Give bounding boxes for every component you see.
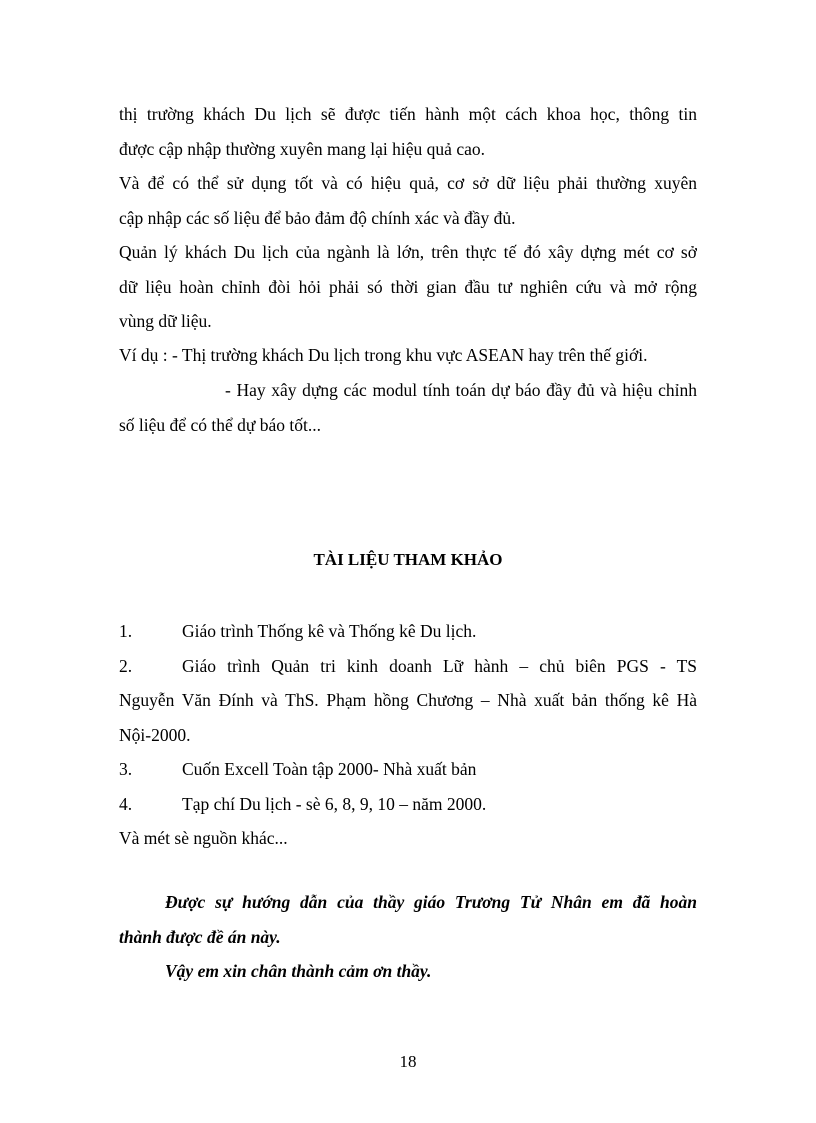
paragraph-tourism-management (119, 235, 697, 339)
text-line: cập nhập các số liệu để bảo đảm độ chính xác và đầy đủ. (119, 207, 516, 228)
reference-text: Giáo trình Thống kê và Thống kê Du lịch. (182, 621, 477, 641)
reference-text: Nội-2000. (119, 724, 191, 745)
reference-number: 4. (119, 793, 133, 814)
reference-item (119, 787, 697, 822)
references-heading: TÀI LIỆU THAM KHẢO (313, 550, 503, 569)
text-line: Ví dụ : - Thị trường khách Du lịch trong khu vực ASEAN hay trên thế giới. (119, 345, 648, 365)
references-list (119, 614, 697, 856)
reference-number: 2. (119, 655, 133, 676)
acknowledgement-line: Được sự hướng dẫn của thầy giáo Trương Tử Nhân em đã hoàn (165, 892, 697, 912)
reference-text: Giáo trình Quản tri kinh doanh Lữ hành – chủ biên PGS - TS (182, 655, 697, 676)
paragraph-example-continued (119, 373, 697, 442)
acknowledgement (119, 885, 697, 989)
references-closing: Và mét sè nguồn khác... (119, 828, 288, 848)
paragraph-database-usage (119, 166, 697, 235)
acknowledgement-line: thành được đề án này. (119, 926, 281, 947)
text-line: Và để có thể sử dụng tốt và có hiệu quả, cơ sở dữ liệu phải thường xuyên (119, 173, 697, 193)
text-line: - Hay xây dựng các modul tính toán dự báo đầy đủ và hiệu chỉnh (225, 380, 697, 400)
reference-number: 1. (119, 621, 133, 641)
reference-item (119, 752, 697, 787)
paragraph-example (119, 338, 697, 373)
paragraph-data-update (119, 97, 697, 166)
page-number: 18 (399, 1052, 417, 1071)
text-line: vùng dữ liệu. (119, 311, 212, 331)
reference-text: Tạp chí Du lịch - sè 6, 8, 9, 10 – năm 2000. (182, 793, 487, 814)
text-line: dữ liệu hoàn chỉnh đòi hỏi phải só thời gian đầu tư nghiên cứu và mở rộng (119, 276, 697, 297)
text-line: số liệu để có thể dự báo tốt... (119, 414, 321, 435)
reference-item (119, 649, 697, 684)
reference-item (119, 614, 697, 649)
acknowledgement-line: Vậy em xin chân thành cảm ơn thầy. (165, 961, 432, 981)
text-line: Quản lý khách Du lịch của ngành là lớn, trên thực tế đó xây dựng mét cơ sở (119, 242, 697, 262)
reference-text: Nguyễn Văn Đính và ThS. Phạm hồng Chương – Nhà xuất bản thống kê Hà (119, 690, 697, 710)
text-line: thị trường khách Du lịch sẽ được tiến hành một cách khoa học, thông tin (119, 104, 697, 124)
reference-number: 3. (119, 759, 133, 779)
text-line: được cập nhập thường xuyên mang lại hiệu quả cao. (119, 138, 485, 159)
reference-text: Cuốn Excell Toàn tập 2000- Nhà xuất bản (182, 759, 477, 779)
